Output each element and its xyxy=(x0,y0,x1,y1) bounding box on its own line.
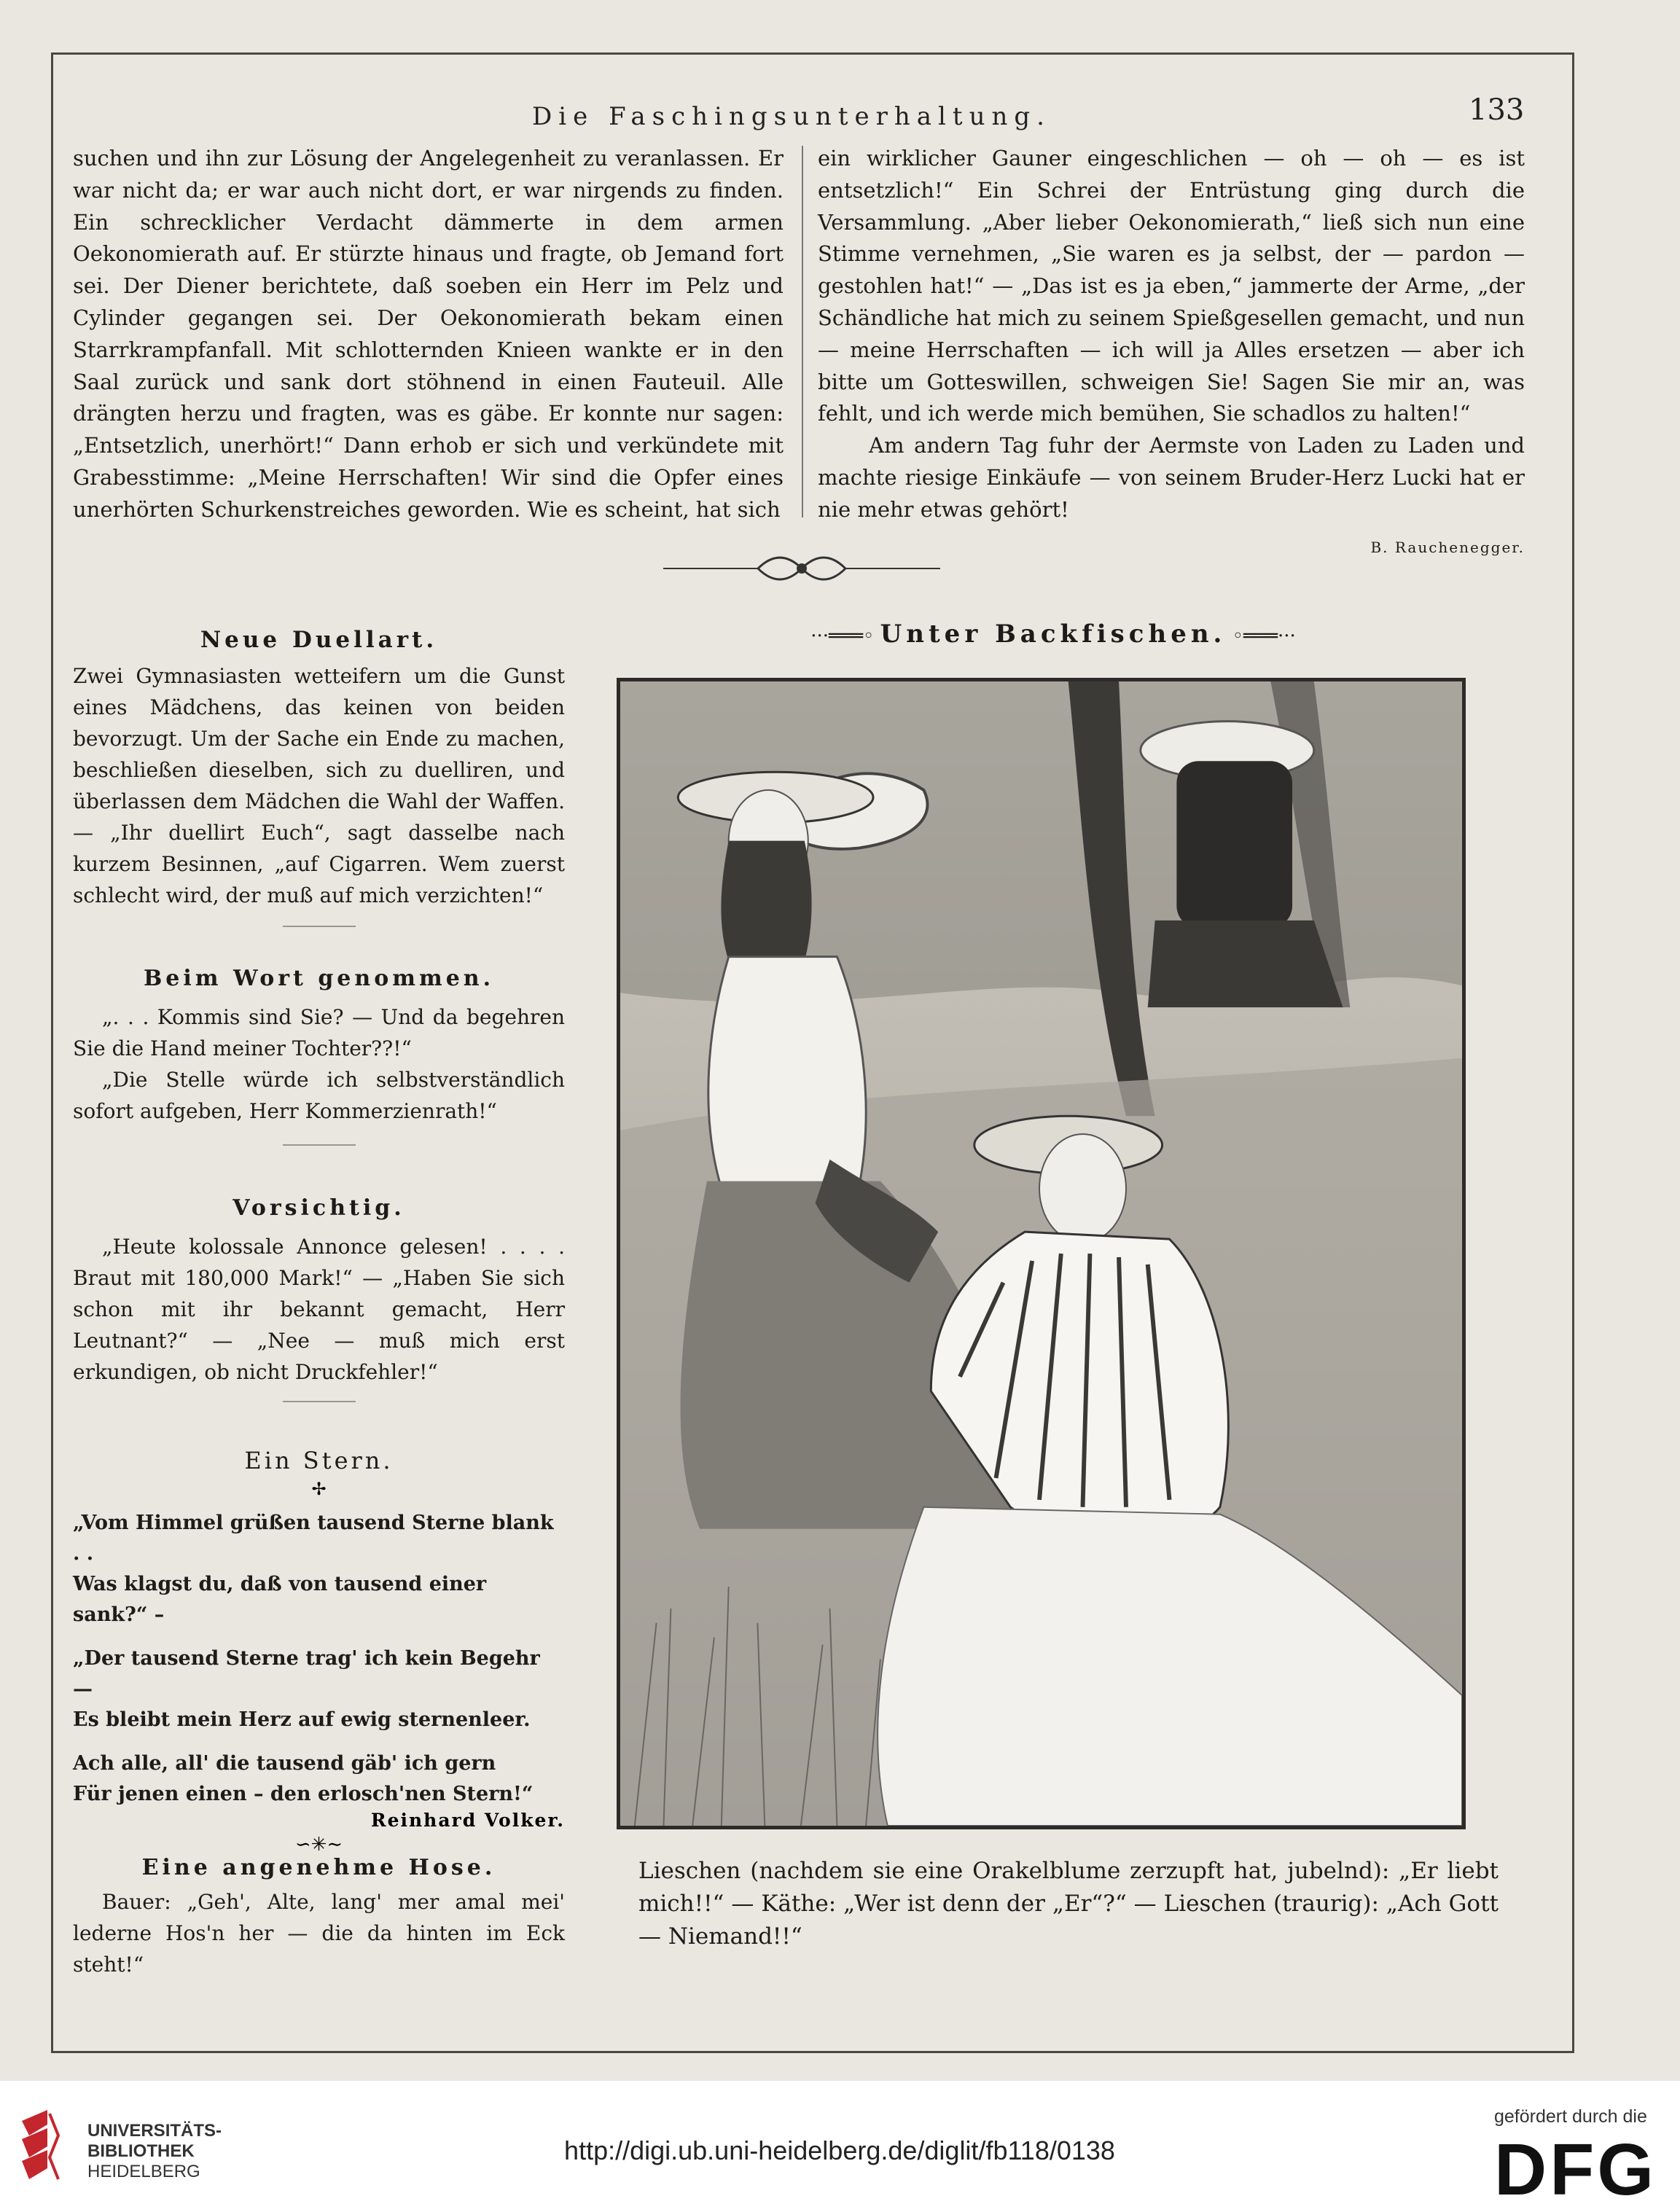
poem-line: Ach alle, all' die tausend gäb' ich gern xyxy=(73,1752,496,1775)
section-ein-stern xyxy=(73,1447,565,1856)
flourish-right-icon: ◦═══··· xyxy=(1226,625,1296,647)
story-column-right xyxy=(818,143,1525,563)
column-divider xyxy=(802,146,803,517)
section-beim-wort xyxy=(73,966,565,1146)
section-title: Beim Wort genommen. xyxy=(143,966,495,991)
library-name: UNIVERSITÄTS- BIBLIOTHEK HEIDELBERG xyxy=(87,2121,222,2181)
section-vorsichtig xyxy=(73,1195,565,1402)
star-ornament-icon: ✢ xyxy=(311,1479,327,1499)
story-paragraph: Am andern Tag fuhr der Aermste von Laden zu Laden und machte riesige Einkäufe — von seinem Bruder-Herz Lucki hat er nie mehr etwas gehört! xyxy=(818,433,1525,522)
section-separator xyxy=(283,926,356,927)
flourish-ornament-icon: ∽✳∼ xyxy=(294,1834,343,1856)
ornament-divider-icon xyxy=(656,547,948,590)
story-column-left xyxy=(73,143,784,526)
story-signature: B. Rauchenegger. xyxy=(1370,538,1525,556)
illustration-two-girls xyxy=(617,678,1466,1829)
illustration-title: ···═══◦ Unter Backfischen. ◦═══··· xyxy=(810,620,1296,649)
page-number: 133 xyxy=(1469,93,1525,127)
story-text-left: suchen und ihn zur Lösung der Angelegenheit zu veranlassen. Er war nicht da; er war auch nicht dort, er war nirgends zu finden. Ein schrecklicher Verdacht dämmerte in dem armen Oekonomierath auf. Er stürzte hinaus und fragte, ob Jemand fort sei. Der Diener berichtete, daß soeben ein Herr im Pelz und Cylinder gegangen sei. Der Oekonomierath bekam einen Starrkrampfanfall. Mit schlotternden Knieen wankte er in den Saal zurück und sank dort stöhnend in einen Fauteuil. Alle drängten herzu und fragten, was es gäbe. Er konnte nur sagen: „Entsetzlich, unerhört!“ Dann erhob er sich und verkündete mit Grabesstimme: „Meine Herrschaften! Wir sind die Opfer eines unerhörten Schurkenstreiches geworden. Wie es scheint, hat sich xyxy=(73,146,784,522)
heidelberg-logo-icon xyxy=(15,2106,66,2194)
poem-line: Für jenen einen – den erlosch'nen Stern!“ xyxy=(73,1783,534,1805)
funded-by-text: gefördert durch die xyxy=(1494,2106,1647,2127)
section-text: „Heute kolossale Annonce gelesen! . . . . Braut mit 180,000 Mark!“ — „Haben Sie sich schon mit ihr bekannt gemacht, Herr Leutnant?“ — „Nee — muß mich erst erkundigen, ob nicht Druckfehler!“ xyxy=(73,1235,565,1384)
section-text: Bauer: „Geh', Alte, lang' mer amal mei' lederne Hos'n her — die da hinten im Eck steht!“ xyxy=(73,1890,565,1977)
source-url-link[interactable]: http://digi.ub.uni-heidelberg.de/diglit/fb118/0138 xyxy=(564,2135,1115,2165)
running-title: Die Faschingsunterhaltung. xyxy=(532,102,1051,131)
story-paragraph: ein wirklicher Gauner eingeschlichen — oh — oh — es ist entsetzlich!“ Ein Schrei der Entrüstung ging durch die Versammlung. „Aber lieber Oekonomierath,“ ließ sich nun eine Stimme vernehmen, „Sie waren es ja selbst, der — pardon — gestohlen hat!“ — „Das ist es ja eben,“ jammerte der Arme, „der Schändliche hat mich zu seinem Spießgesellen gemacht, und nun — meine Herrschaften — ich will ja Alles ersetzen — aber ich bitte um Gotteswillen, schweigen Sie! Sagen Sie mir an, was fehlt, und ich werde mich bemühen, Sie schadlos zu halten!“ xyxy=(818,146,1525,426)
poem-line: „Der tausend Sterne trag' ich kein Begehr — xyxy=(73,1647,540,1700)
poem-line: Es bleibt mein Herz auf ewig sternenleer. xyxy=(73,1708,531,1731)
section-title: Ein Stern. xyxy=(244,1447,394,1474)
section-text: „. . . Kommis sind Sie? — Und da begehren Sie die Hand meiner Tochter??!“ xyxy=(73,1005,565,1060)
section-separator xyxy=(283,1144,356,1146)
poem-author: Reinhard Volker. xyxy=(370,1810,565,1831)
section-title: Eine angenehme Hose. xyxy=(141,1855,496,1880)
illustration-caption xyxy=(638,1855,1499,1953)
poem-line: „Vom Himmel grüßen tausend Sterne blank . . xyxy=(73,1512,554,1565)
poem-line: Was klagst du, daß von tausend einer sank?“ – xyxy=(73,1573,487,1626)
section-text: Zwei Gymnasiasten wetteifern um die Gunst eines Mädchens, das keinen von beiden bevorzugt. Um der Sache ein Ende zu machen, beschließen dieselben, sich zu duelliren, und überlassen dem Mädchen die Wahl der Waffen. — „Ihr duellirt Euch“, sagt dasselbe nach kurzem Besinnen, „auf Cigarren. Wem zuerst schlecht wird, der muß auf mich verzichten!“ xyxy=(73,664,565,907)
section-title: Vorsichtig. xyxy=(233,1195,405,1221)
section-title: Neue Duellart. xyxy=(200,627,438,653)
caption-text: Lieschen (nachdem sie eine Orakelblume zerzupft hat, jubelnd): „Er liebt mich!!“ — Käthe: „Wer ist denn der „Er“?“ — Lieschen (traurig): „Ach Gott — Niemand!!“ xyxy=(638,1858,1499,1950)
section-separator xyxy=(283,1401,356,1402)
section-angenehme-hose xyxy=(73,1855,565,1980)
section-neue-duellart xyxy=(73,627,565,927)
flourish-left-icon: ···═══◦ xyxy=(810,625,880,647)
section-text: „Die Stelle würde ich selbstverständlich sofort aufgeben, Herr Kommerzienrath!“ xyxy=(73,1068,565,1123)
dfg-logo: DFG xyxy=(1494,2129,1657,2211)
